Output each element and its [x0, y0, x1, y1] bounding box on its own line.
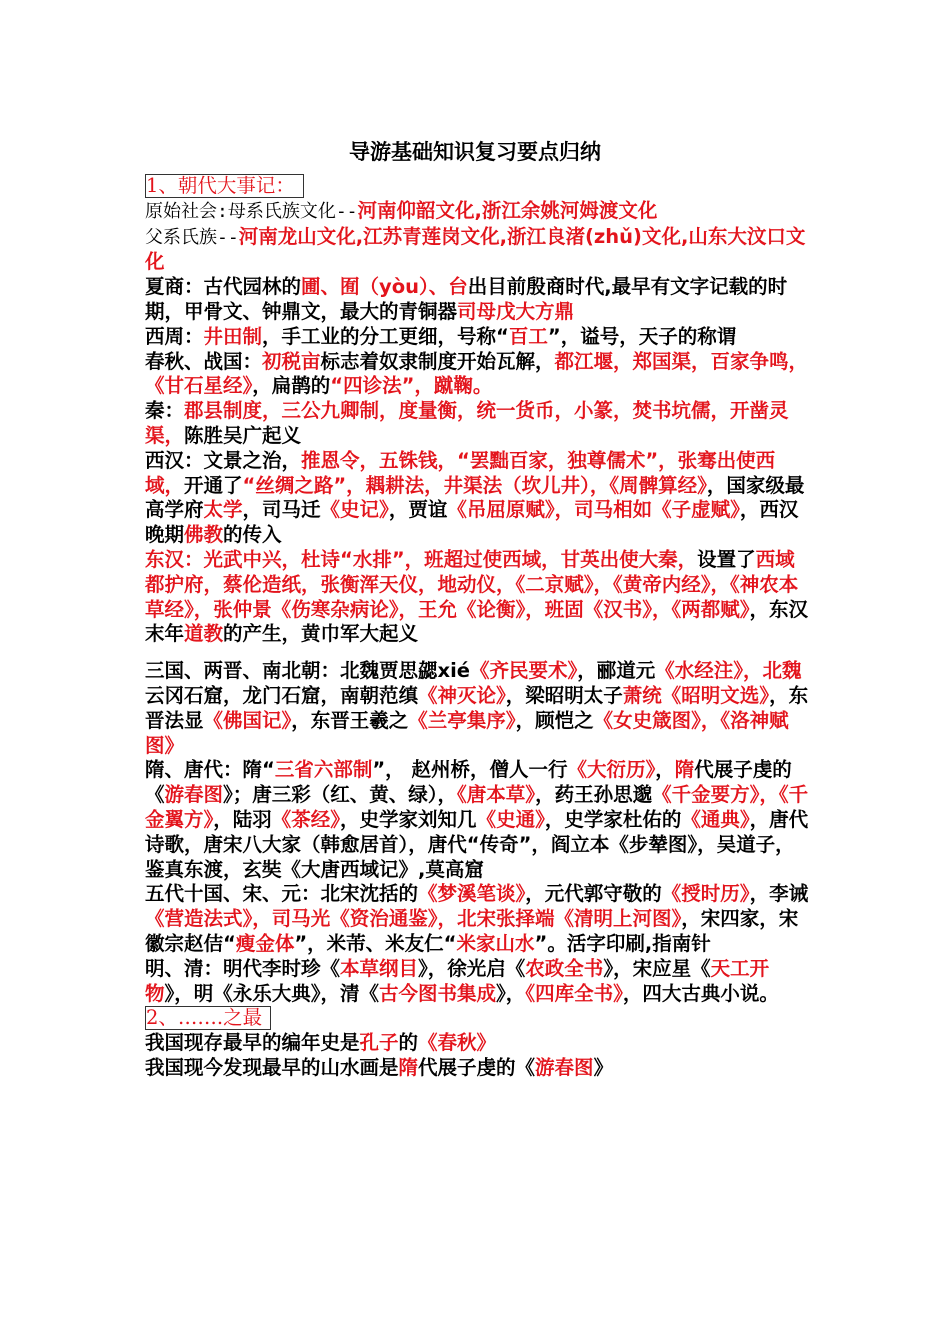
body-text: ”。活字印刷,指南针: [534, 931, 711, 955]
dynasty-paragraph: [145, 957, 813, 1007]
highlight-text: 隋: [674, 758, 695, 782]
body-text: 原始社会:母系氏族文化--: [145, 200, 358, 222]
highlight-text: 西域都护府，蔡伦造纸，张衡浑天仪，地动仪，《二京赋》，《黄帝内经》，《神农本草经》，张仲景《伤寒杂病论》，王允《论衡》，班固《汉书》，《两都赋》: [145, 547, 799, 621]
highlight-text: 天工开物: [145, 956, 770, 1005]
body-text: ，西汉晚期: [145, 498, 799, 547]
document-title: 导游基础知识复习要点归纳: [349, 139, 601, 164]
highlight-text: 《史记》: [320, 498, 389, 522]
body-text: ，元代郭守敬的: [525, 882, 662, 906]
body-text: 开通了: [184, 473, 243, 497]
dynasty-paragraph: [145, 325, 813, 350]
dynasty-paragraph: [145, 225, 813, 276]
highlight-text: 萧统《昭明文选》: [622, 683, 770, 707]
highlight-text: 道教: [184, 622, 224, 646]
dynasty-paragraph: [145, 548, 813, 647]
highlight-text: 孔子: [359, 1031, 399, 1055]
highlight-text: 米家山水: [456, 931, 535, 955]
highlight-text: 佛教: [184, 523, 224, 547]
body-text: 》；唐三彩（红、黄、绿），: [223, 783, 458, 807]
body-text: 的产生，黄巾军大起义: [223, 622, 419, 646]
dynasty-paragraphs: [145, 199, 813, 1007]
body-text: 五代十国、宋、元：北宋沈括的: [145, 882, 419, 906]
highlight-text: 《梦溪笔谈》: [418, 882, 526, 906]
body-text: 》，明《永乐大典》，清《: [164, 981, 380, 1005]
body-text: 夏商：古代园林的: [145, 275, 302, 299]
body-text: ，东晋王羲之: [291, 708, 409, 732]
highlight-text: 本草纲目: [340, 956, 419, 980]
highlight-text: 《茶经》: [271, 807, 341, 831]
body-text: 标志着奴隶制度开始瓦解，: [320, 349, 555, 373]
body-text: ，: [655, 758, 675, 782]
highlight-text: “四诊法”，蹴鞠。: [330, 374, 493, 398]
highlight-text: 《营造法式》，司马光《资治通鉴》，北宋张择端《清明上河图》: [145, 907, 682, 931]
dynasty-paragraph: [145, 350, 813, 400]
highlight-text: 初税亩: [262, 349, 321, 373]
body-text: 设置了: [697, 547, 756, 571]
body-text: 的: [398, 1031, 419, 1055]
body-text: ，李诫: [749, 882, 809, 906]
highlight-text: 《四库全书》: [525, 981, 623, 1005]
body-text: ，宋四家，宋徽宗赵佶“: [145, 907, 799, 955]
body-text: 》，徐光启《: [418, 956, 526, 980]
body-text: 》，宋应星《: [603, 956, 711, 980]
highlight-text: 《通典》: [681, 807, 750, 831]
dynasty-paragraph: [145, 758, 813, 882]
body-text: 父系氏族--: [145, 226, 239, 248]
body-text: 代展子虔的《: [145, 758, 792, 807]
highlight-text: 《佛国记》: [203, 708, 292, 732]
highlight-text: 《大衍历》: [567, 758, 656, 782]
body-text: 明、清：明代李时珍《: [145, 956, 341, 980]
highlight-text: 《吊屈原赋》，司马相如《子虚赋》: [447, 498, 740, 522]
body-text: 春秋、战国：: [145, 349, 263, 373]
highlight-text: 圃、囿（yòu）、台: [301, 275, 468, 299]
body-text: ，唐代诗歌，唐宋八大家（韩愈居首），唐代“传奇”，阎立本《步辇图》，吴道子，鉴真东渡，玄奘《大唐西域记》,莫高窟: [145, 807, 809, 881]
body-text: ，手工业的分工更细，号称“: [262, 324, 509, 348]
highlight-text: 郡县制度，三公九卿制，度量衡，统一货币，小篆，焚书坑儒，开凿灵渠，: [145, 399, 789, 447]
body-text: 隋、唐代：隋“: [145, 758, 275, 782]
highlight-text: 《兰亭集序》: [408, 708, 516, 732]
highlight-text: 都江堰，郑国渠，百家争鸣，《甘石星经》: [145, 349, 809, 398]
body-text: ，顾恺之: [515, 708, 594, 732]
highlight-text: 《唐本草》: [457, 783, 536, 807]
body-text: 我国现存最早的编年史是: [145, 1031, 360, 1055]
highlight-text: 《授时历》: [661, 882, 750, 906]
dynasty-paragraph: [145, 659, 813, 758]
highlight-text: 瘦金体: [235, 931, 295, 955]
dynasty-paragraph: [145, 275, 813, 325]
highlight-text: 古今图书集成: [379, 981, 497, 1005]
highlight-text: 《女史箴图》，《洛神赋图》: [145, 708, 789, 757]
body-text: 我国现今发现最早的山水画是: [145, 1055, 399, 1079]
body-text: ”， 赵州桥，僧人一行: [372, 758, 568, 782]
firsts-paragraph: [145, 1056, 813, 1081]
highlight-text: 游春图: [535, 1055, 594, 1079]
body-text: 》: [593, 1055, 614, 1079]
highlight-text: 司母戊大方鼎: [457, 299, 575, 323]
highlight-text: 《齐民要术》: [470, 659, 578, 683]
section-heading-dynasty-events: 1、朝代大事记：: [145, 174, 304, 198]
dynasty-paragraph: [145, 882, 813, 956]
firsts-paragraphs: [145, 1031, 813, 1081]
body-text: 秦：: [145, 399, 185, 423]
dynasty-paragraph: [145, 449, 813, 548]
body-text: ，贾谊: [388, 498, 448, 522]
body-text: ，郦道元: [577, 659, 656, 683]
body-text: 西周：: [145, 324, 204, 348]
body-text: ，东汉末年: [145, 597, 809, 646]
highlight-text: 《水经注》，北魏: [655, 659, 802, 683]
highlight-text: 三省六部制: [274, 758, 373, 782]
body-text: 》，: [496, 981, 526, 1005]
body-text: ”，米芾、米友仁“: [294, 931, 457, 955]
highlight-text: 井田制: [203, 324, 263, 348]
body-text: ，药王孙思邈: [535, 783, 653, 807]
highlight-text: 百工: [508, 324, 548, 348]
body-text: 的传入: [223, 523, 282, 547]
body-text: 云冈石窟，龙门石窟，南朝范缜: [145, 683, 419, 707]
body-text: 陈胜吴广起义: [184, 423, 302, 447]
highlight-text: 隋: [398, 1055, 419, 1079]
highlight-text: 河南龙山文化,江苏青莲岗文化,浙江良渚(zhǔ)文化,山东大汶口文化: [145, 224, 806, 274]
highlight-text: 太学: [203, 498, 243, 522]
highlight-text: “丝绸之路”，耦耕法，井渠法（坎儿井），《周髀算经》: [242, 473, 707, 497]
body-text: ，国家级最高学府: [145, 473, 805, 522]
highlight-text: 《春秋》: [418, 1031, 497, 1055]
body-text: ，东晋法显: [145, 683, 809, 732]
firsts-paragraph: [145, 1031, 813, 1056]
body-text: 代展子虔的《: [418, 1055, 536, 1079]
paragraph-gap: [145, 647, 813, 659]
highlight-text: 《千金要方》，《千金翼方》: [145, 783, 809, 831]
body-text: 西汉：文景之治，: [145, 448, 302, 472]
body-text: ，四大古典小说。: [622, 981, 779, 1005]
body-text: ，陆羽: [213, 807, 272, 831]
highlight-text: 《史通》: [476, 807, 545, 831]
body-text: ”，谥号，天子的称谓: [547, 324, 737, 348]
body-text: 出目前殷商时代,最早有文字记载的时期，甲骨文、钟鼎文，最大的青铜器: [145, 275, 788, 323]
highlight-text: 推恩令，五铢钱，“罢黜百家，独尊儒术”，张骞出使西域，: [145, 448, 776, 497]
highlight-text: 农政全书: [525, 956, 604, 980]
body-text: ，梁昭明太子: [505, 683, 623, 707]
body-text: ，史学家刘知几: [340, 807, 477, 831]
highlight-text: 《神灭论》: [418, 683, 506, 707]
highlight-text: 河南仰韶文化,浙江余姚河姆渡文化: [357, 198, 658, 222]
body-text: 三国、两晋、南北朝：北魏贾思勰xié: [145, 659, 470, 683]
document-body: [145, 174, 813, 1081]
dynasty-paragraph: [145, 399, 813, 449]
body-text: ，扁鹊的: [252, 374, 331, 398]
section-heading-firsts: 2、…….之最: [145, 1006, 271, 1030]
highlight-text: 游春图: [164, 783, 224, 807]
dynasty-paragraph: [145, 199, 813, 225]
body-text: ，史学家杜佑的: [544, 807, 682, 831]
body-text: ，司马迁: [242, 498, 321, 522]
highlight-text: 东汉：光武中兴，杜诗“水排”，班超过使西域，甘英出使大秦，: [145, 547, 698, 571]
